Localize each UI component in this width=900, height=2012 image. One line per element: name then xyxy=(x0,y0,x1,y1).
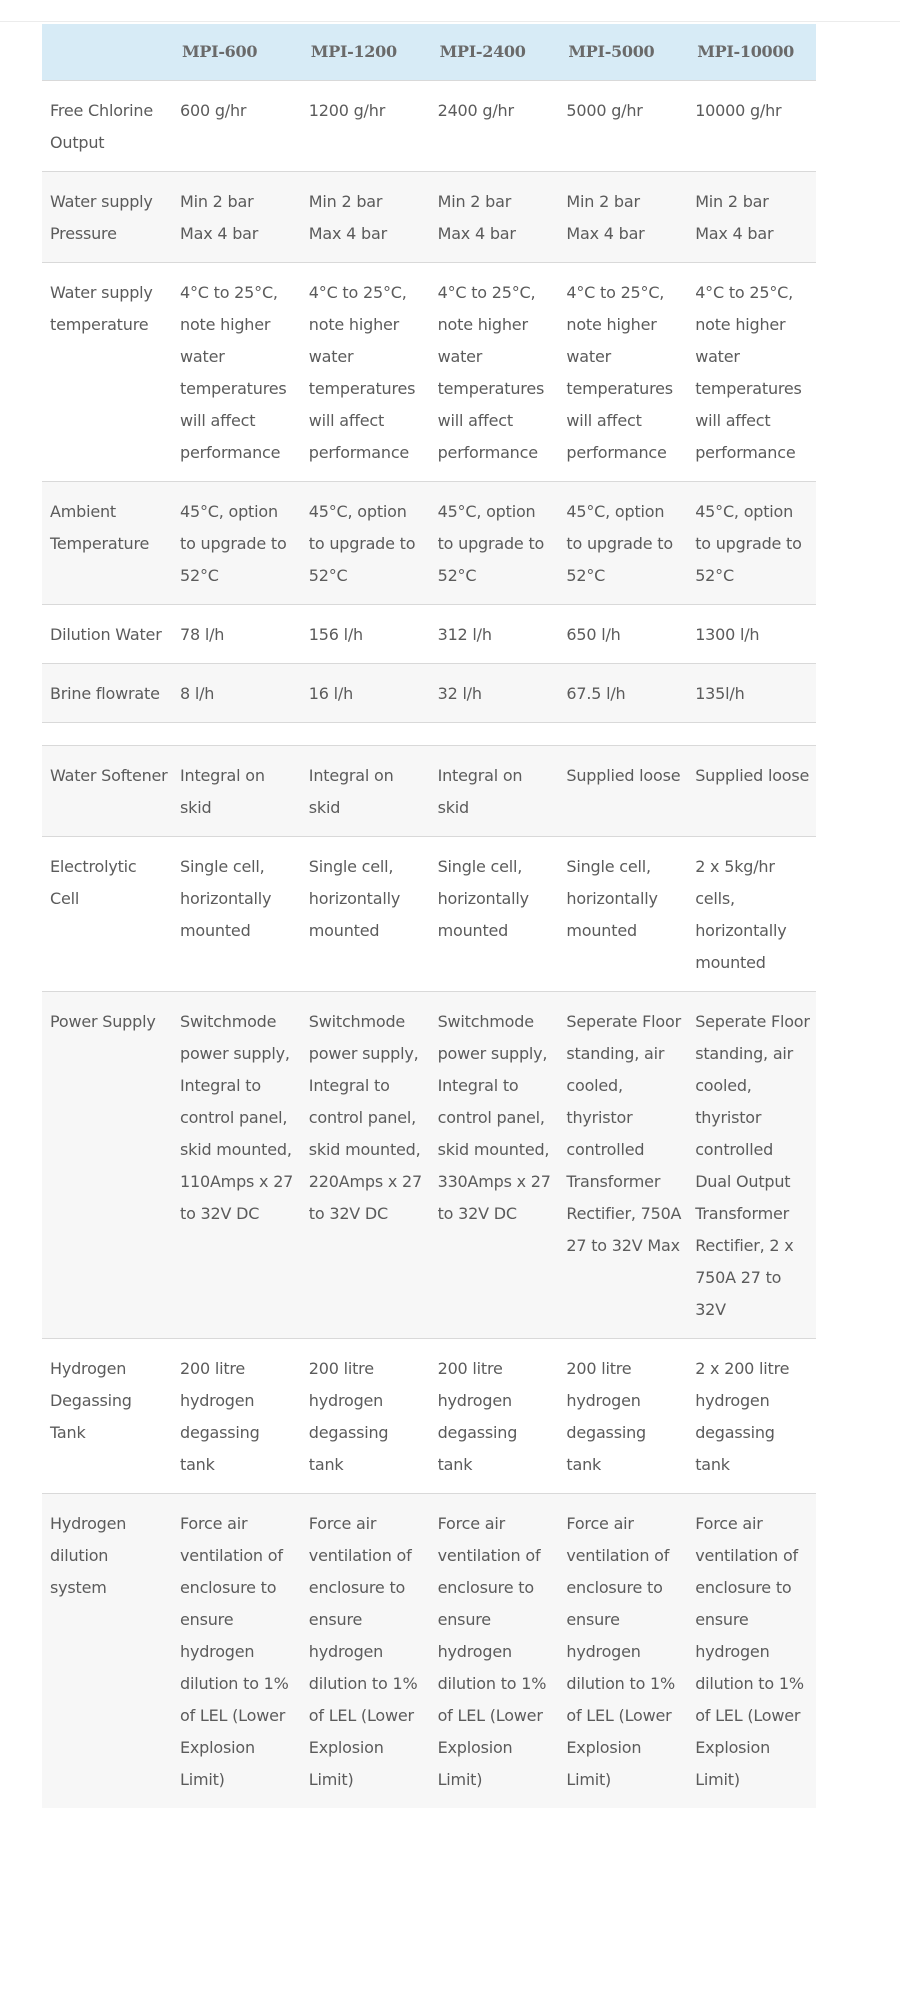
table-cell: 78 l/h xyxy=(180,624,225,644)
table-row xyxy=(42,991,816,1338)
table-cell: 10000 g/hr xyxy=(695,100,782,120)
table-cell: 200 litre hydrogen degassing tank xyxy=(180,1358,260,1474)
table-row xyxy=(42,262,816,481)
row-label: Electrolytic Cell xyxy=(50,856,137,908)
row-label: Power Supply xyxy=(50,1011,156,1031)
table-cell: Force air ventilation of enclosure to ensure hydrogen dilution to 1% of LEL (Lower Explosion Limit) xyxy=(308,1513,418,1789)
table-cell: 1200 g/hr xyxy=(308,100,386,120)
table-cell: 312 l/h xyxy=(437,624,492,644)
header-cell-mpi-1200: MPI-1200 xyxy=(310,41,397,61)
row-label: Free Chlorine Output xyxy=(50,100,153,152)
row-label: Ambient Temperature xyxy=(50,501,150,553)
table-row xyxy=(42,481,816,604)
table-cell: 4°C to 25°C, note higher water temperatures will affect performance xyxy=(695,282,802,462)
table-cell: Single cell, horizontally mounted xyxy=(308,856,401,940)
table-row xyxy=(42,1493,816,1808)
table-cell: Force air ventilation of enclosure to ensure hydrogen dilution to 1% of LEL (Lower Explosion Limit) xyxy=(566,1513,676,1789)
table-cell: Integral on skid xyxy=(180,765,265,817)
table-row xyxy=(42,604,816,663)
table-cell: 2400 g/hr xyxy=(437,100,514,120)
table-cell: 156 l/h xyxy=(308,624,363,644)
table-cell: Min 2 bar Max 4 bar xyxy=(437,191,516,243)
table-cell: 5000 g/hr xyxy=(566,100,643,120)
table-cell xyxy=(430,722,559,745)
table-cell: Integral on skid xyxy=(437,765,523,817)
table-cell: Force air ventilation of enclosure to ensure hydrogen dilution to 1% of LEL (Lower Explosion Limit) xyxy=(437,1513,547,1789)
table-cell: 32 l/h xyxy=(437,683,482,703)
row-label: Brine flowrate xyxy=(50,683,160,703)
table-row xyxy=(42,1338,816,1493)
table-cell: 16 l/h xyxy=(308,683,354,703)
table-cell: Min 2 bar Max 4 bar xyxy=(180,191,259,243)
table-cell: Seperate Floor standing, air cooled, thyristor controlled Transformer Rectifier, 750A 27 to 32V Max xyxy=(566,1011,682,1255)
table-cell: 200 litre hydrogen degassing tank xyxy=(308,1358,389,1474)
row-label: Hydrogen dilution system xyxy=(50,1513,127,1597)
table-cell: 4°C to 25°C, note higher water temperatures will affect performance xyxy=(437,282,545,462)
table-cell: 200 litre hydrogen degassing tank xyxy=(437,1358,518,1474)
header-cell-mpi-5000: MPI-5000 xyxy=(568,41,655,61)
table-cell: 1300 l/h xyxy=(695,624,760,644)
table-cell: 600 g/hr xyxy=(180,100,247,120)
table-cell: 8 l/h xyxy=(180,683,215,703)
table-cell: 67.5 l/h xyxy=(566,683,626,703)
table-cell: 4°C to 25°C, note higher water temperatures will affect performance xyxy=(566,282,673,462)
header-cell-mpi-600: MPI-600 xyxy=(182,41,258,61)
table-cell xyxy=(558,722,687,745)
header-cell-mpi-2400: MPI-2400 xyxy=(439,41,526,61)
table-row xyxy=(42,80,816,171)
table-cell xyxy=(687,722,816,745)
table-cell: Switchmode power supply, Integral to control panel, skid mounted, 220Amps x 27 to 32V DC xyxy=(308,1011,422,1223)
header-row xyxy=(42,24,816,80)
table-row xyxy=(42,745,816,836)
table-cell: 2 x 5kg/hr cells, horizontally mounted xyxy=(695,856,787,972)
table-cell: Integral on skid xyxy=(308,765,394,817)
table-cell: Switchmode power supply, Integral to control panel, skid mounted, 110Amps x 27 to 32V DC xyxy=(180,1011,294,1223)
table-cell: 45°C, option to upgrade to 52°C xyxy=(180,501,287,585)
row-label: Dilution Water xyxy=(50,624,162,644)
table-cell: Force air ventilation of enclosure to ensure hydrogen dilution to 1% of LEL (Lower Explosion Limit) xyxy=(180,1513,289,1789)
row-label xyxy=(42,722,172,745)
top-divider xyxy=(0,21,900,22)
table-cell: 135l/h xyxy=(695,683,745,703)
table-cell: 650 l/h xyxy=(566,624,621,644)
table-cell: Min 2 bar Max 4 bar xyxy=(695,191,774,243)
spec-table-body xyxy=(42,80,816,1808)
row-label: Hydrogen Degassing Tank xyxy=(50,1358,132,1442)
table-cell: Single cell, horizontally mounted xyxy=(437,856,529,940)
table-cell: 4°C to 25°C, note higher water temperatures will affect performance xyxy=(180,282,287,462)
table-row xyxy=(42,836,816,991)
table-cell: Switchmode power supply, Integral to control panel, skid mounted, 330Amps x 27 to 32V DC xyxy=(437,1011,551,1223)
table-cell: 4°C to 25°C, note higher water temperatures will affect performance xyxy=(308,282,416,462)
table-row xyxy=(42,171,816,262)
header-cell-mpi-10000: MPI-10000 xyxy=(697,41,795,61)
row-label: Water supply temperature xyxy=(50,282,153,334)
table-cell: Min 2 bar Max 4 bar xyxy=(308,191,387,243)
table-cell: 45°C, option to upgrade to 52°C xyxy=(437,501,545,585)
table-cell: Seperate Floor standing, air cooled, thyristor controlled Dual Output Transformer Rectifier, 2 x 750A 27 to 32V xyxy=(695,1011,810,1319)
table-cell: 200 litre hydrogen degassing tank xyxy=(566,1358,646,1474)
table-cell: 2 x 200 litre hydrogen degassing tank xyxy=(695,1358,790,1474)
header-cell-label xyxy=(42,24,172,80)
table-cell: Min 2 bar Max 4 bar xyxy=(566,191,645,243)
table-cell: Force air ventilation of enclosure to ensure hydrogen dilution to 1% of LEL (Lower Explosion Limit) xyxy=(695,1513,804,1789)
table-cell xyxy=(172,722,301,745)
table-cell: Supplied loose xyxy=(566,765,681,785)
spec-table xyxy=(42,24,816,1808)
table-cell: Supplied loose xyxy=(695,765,810,785)
spacer-row xyxy=(42,722,816,745)
table-cell xyxy=(301,722,430,745)
table-row xyxy=(42,663,816,722)
table-cell: 45°C, option to upgrade to 52°C xyxy=(308,501,416,585)
row-label: Water supply Pressure xyxy=(50,191,153,243)
table-cell: Single cell, horizontally mounted xyxy=(566,856,658,940)
spec-table-header xyxy=(42,24,816,80)
table-cell: 45°C, option to upgrade to 52°C xyxy=(566,501,673,585)
table-cell: Single cell, horizontally mounted xyxy=(180,856,272,940)
table-cell: 45°C, option to upgrade to 52°C xyxy=(695,501,802,585)
row-label: Water Softener xyxy=(50,765,168,785)
